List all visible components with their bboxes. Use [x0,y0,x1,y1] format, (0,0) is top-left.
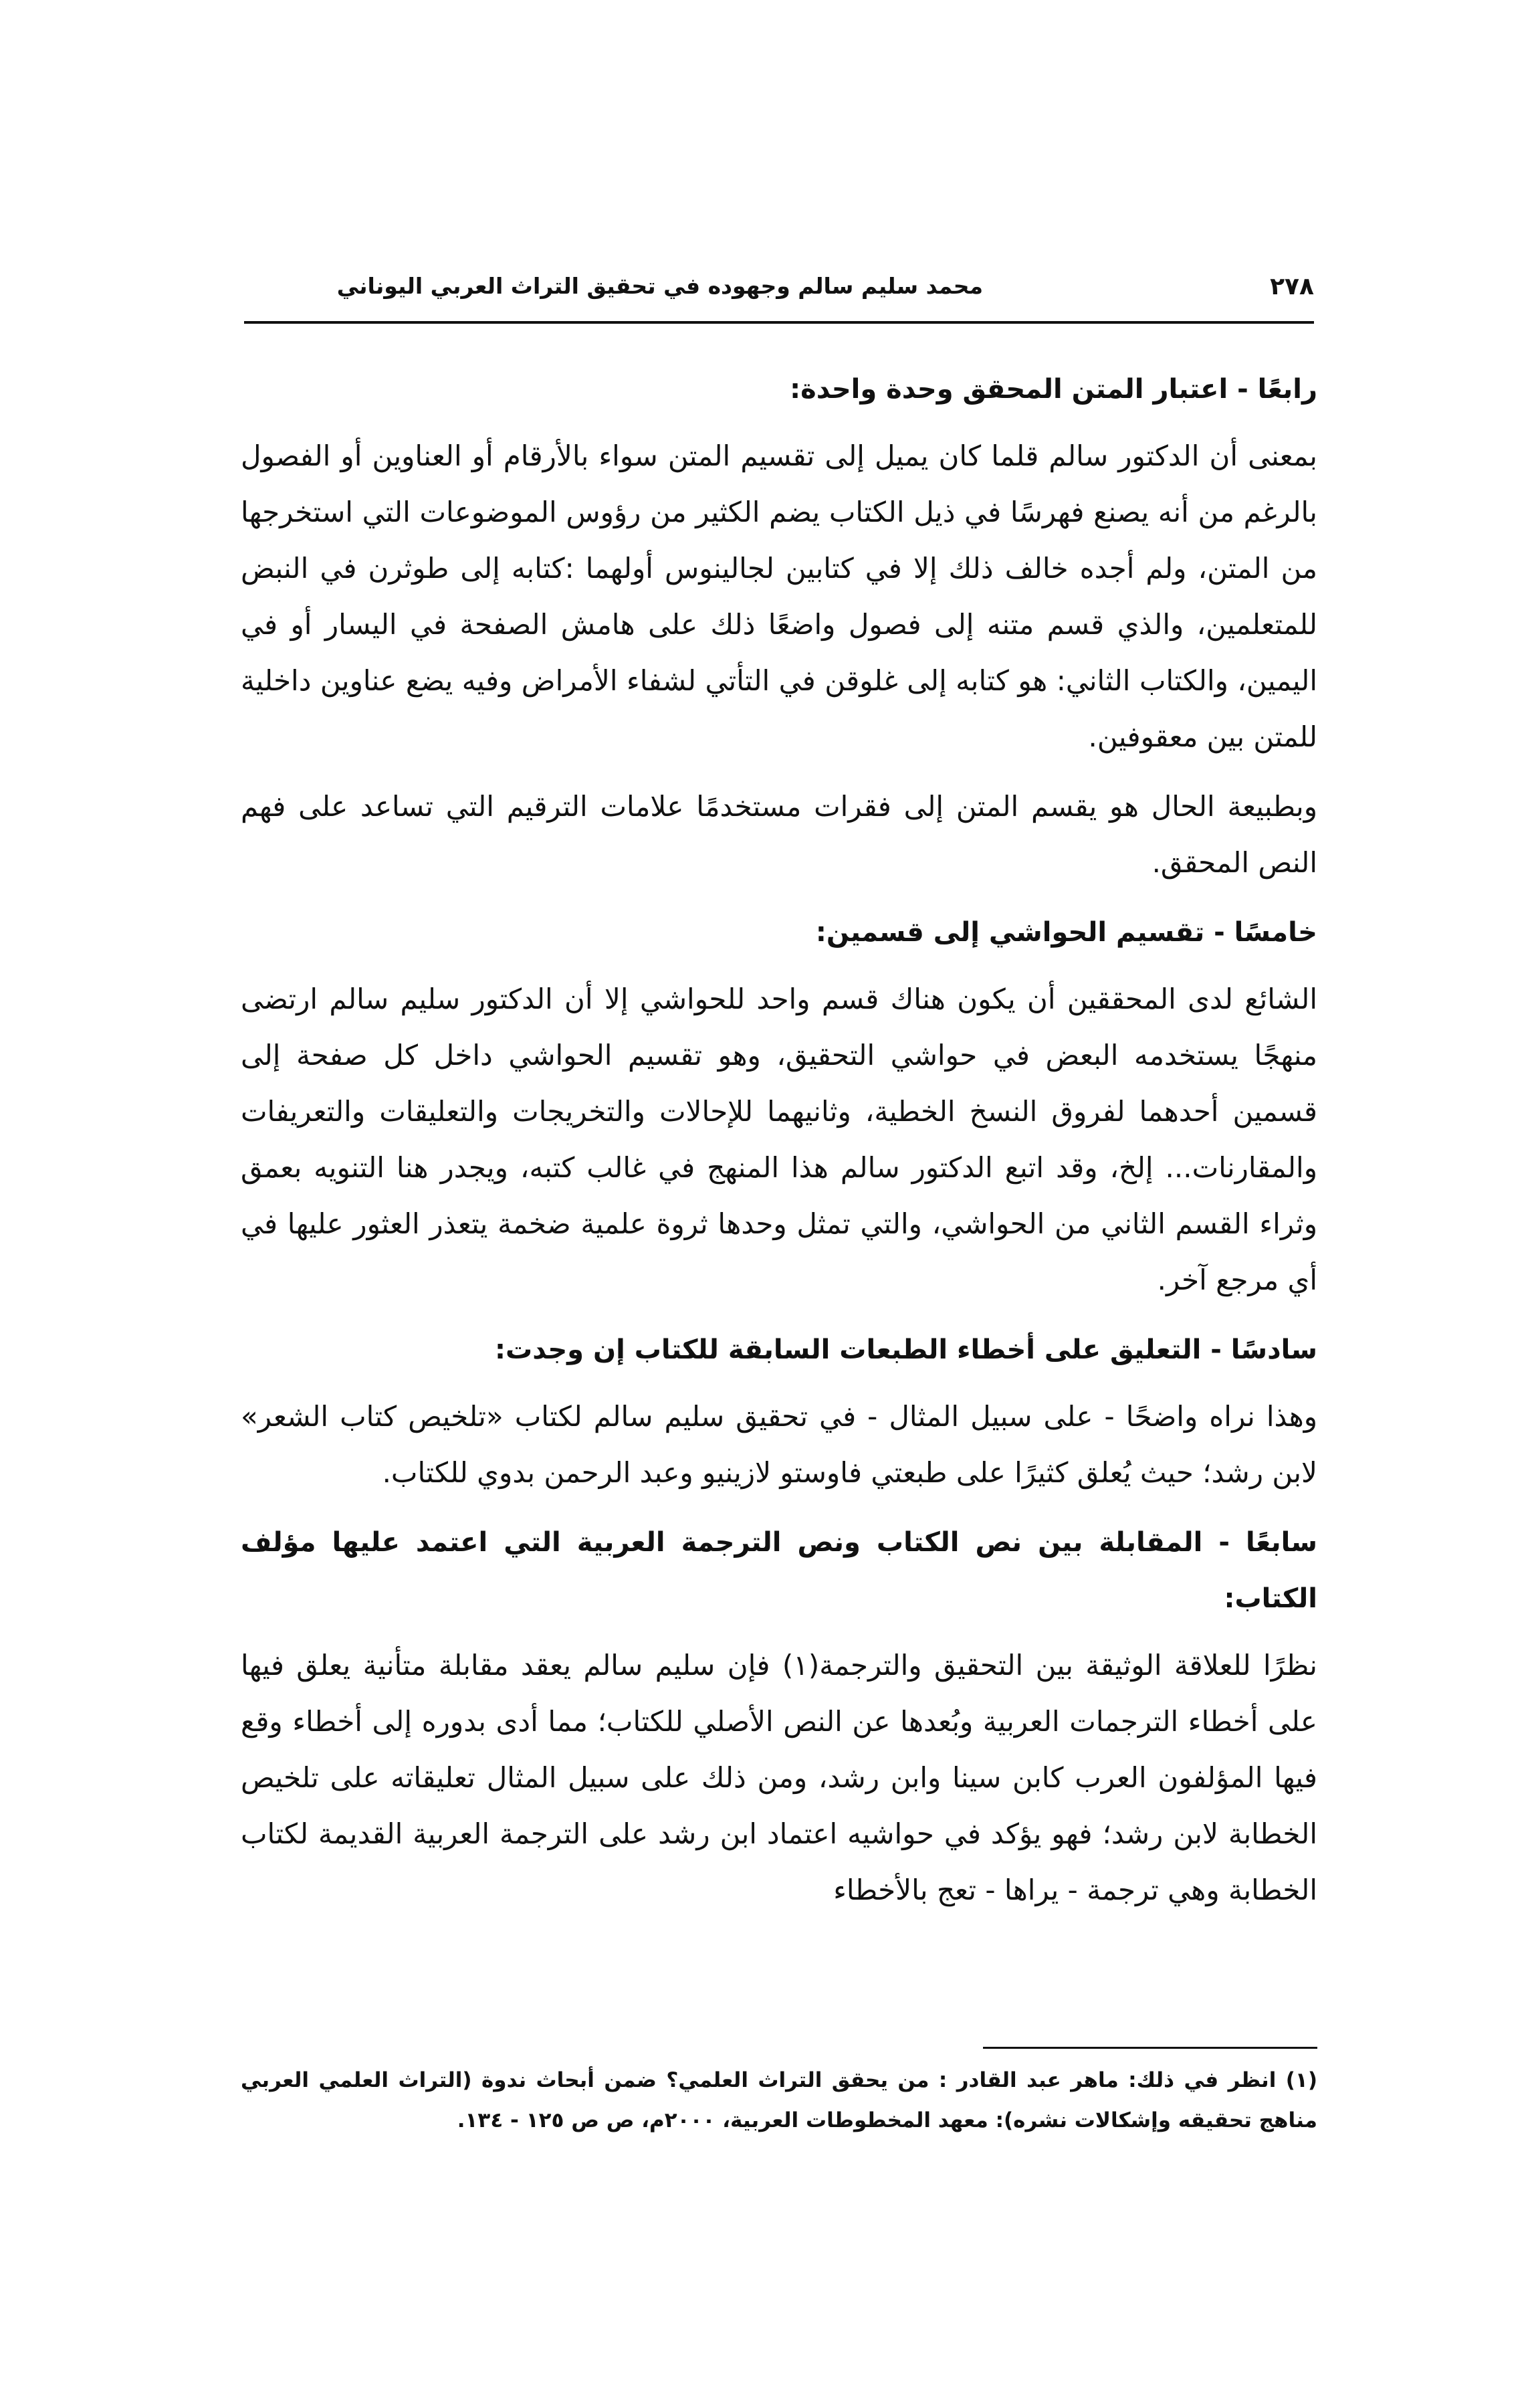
section-heading-5: خامسًا - تقسيم الحواشي إلى قسمين: [815,917,1317,948]
paragraph: وهذا نراه واضحًا - على سبيل المثال - في تحقيق سليم سالم لكتاب «تلخيص كتاب الشعر» لابن رشد؛ حيث يُعلق كثيرًا على طبعتي فاوستو لازينيو وعبد الرحمن بدوي للكتاب. [241,1400,1317,1489]
paragraph: وبطبيعة الحال هو يقسم المتن إلى فقرات مستخدمًا علامات الترقيم التي تساعد على فهم النص المحقق. [241,790,1317,879]
paragraph: نظرًا للعلاقة الوثيقة بين التحقيق والترجمة(١) فإن سليم سالم يعقد مقابلة متأنية يعلق فيها على أخطاء الترجمات العربية وبُعدها عن النص الأصلي للكتاب؛ مما أدى بدوره إلى أخطاء وقع فيها المؤلفون العرب كابن سينا وابن رشد، ومن ذلك على سبيل المثال تعليقاته على تلخيص الخطابة لابن رشد؛ فهو يؤكد في حواشيه اعتماد ابن رشد على الترجمة العربية القديمة لكتاب الخطابة وهي ترجمة - يراها - تعج بالأخطاء [241,1649,1317,1906]
paragraph: الشائع لدى المحققين أن يكون هناك قسم واحد للحواشي إلا أن الدكتور سليم سالم ارتضى منهجًا يستخدمه البعض في حواشي التحقيق، وهو تقسيم الحواشي داخل كل صفحة إلى قسمين أحدهما لفروق النسخ الخطية، وثانيهما للإحالات والتخريجات والتعليقات والتعريفات والمقارنات... إلخ، وقد اتبع الدكتور سالم هذا المنهج في غالب كتبه، ويجدر هنا التنويه بعمق وثراء القسم الثاني من الحواشي، والتي تمثل وحدها ثروة علمية ضخمة يتعذر العثور عليها في أي مرجع آخر. [241,983,1317,1296]
footnote: (١) انظر في ذلك: ماهر عبد القادر : من يحقق التراث العلمي؟ ضمن أبحاث ندوة (التراث العلمي العربي مناهج تحقيقه وإشكالات نشره): معهد المخطوطات العربية، ٢٠٠٠م، ص ص ١٢٥ - ١٣٤. [241,2068,1317,2132]
section-heading-4: رابعًا - اعتبار المتن المحقق وحدة واحدة: [790,374,1317,405]
running-header [244,268,1314,314]
header-rule [244,321,1314,324]
footnote-rule [983,2047,1317,2049]
page-body [241,361,1317,1932]
section-heading-7: سابعًا - المقابلة بين نص الكتاب ونص الترجمة العربية التي اعتمد عليها مؤلف الكتاب: [241,1527,1317,1614]
section-heading-6: سادسًا - التعليق على أخطاء الطبعات السابقة للكتاب إن وجدت: [495,1334,1317,1365]
page-number: ٢٧٨ [1270,273,1314,300]
paragraph: بمعنى أن الدكتور سالم قلما كان يميل إلى تقسيم المتن سواء بالأرقام أو العناوين أو الفصول بالرغم من أنه يصنع فهرسًا في ذيل الكتاب يضم الكثير من رؤوس الموضوعات التي استخرجها من المتن، ولم أجده خالف ذلك إلا في كتابين لجالينوس أولهما :كتابه إلى طوثرن في النبض للمتعلمين، والذي قسم متنه إلى فصول واضعًا ذلك على هامش الصفحة في اليسار أو في اليمين، والكتاب الثاني: هو كتابه إلى غلوقن في التأتي لشفاء الأمراض وفيه يضع عناوين داخلية للمتن بين معقوفين. [241,439,1317,753]
running-title: محمد سليم سالم وجهوده في تحقيق التراث العربي اليوناني [336,273,983,299]
